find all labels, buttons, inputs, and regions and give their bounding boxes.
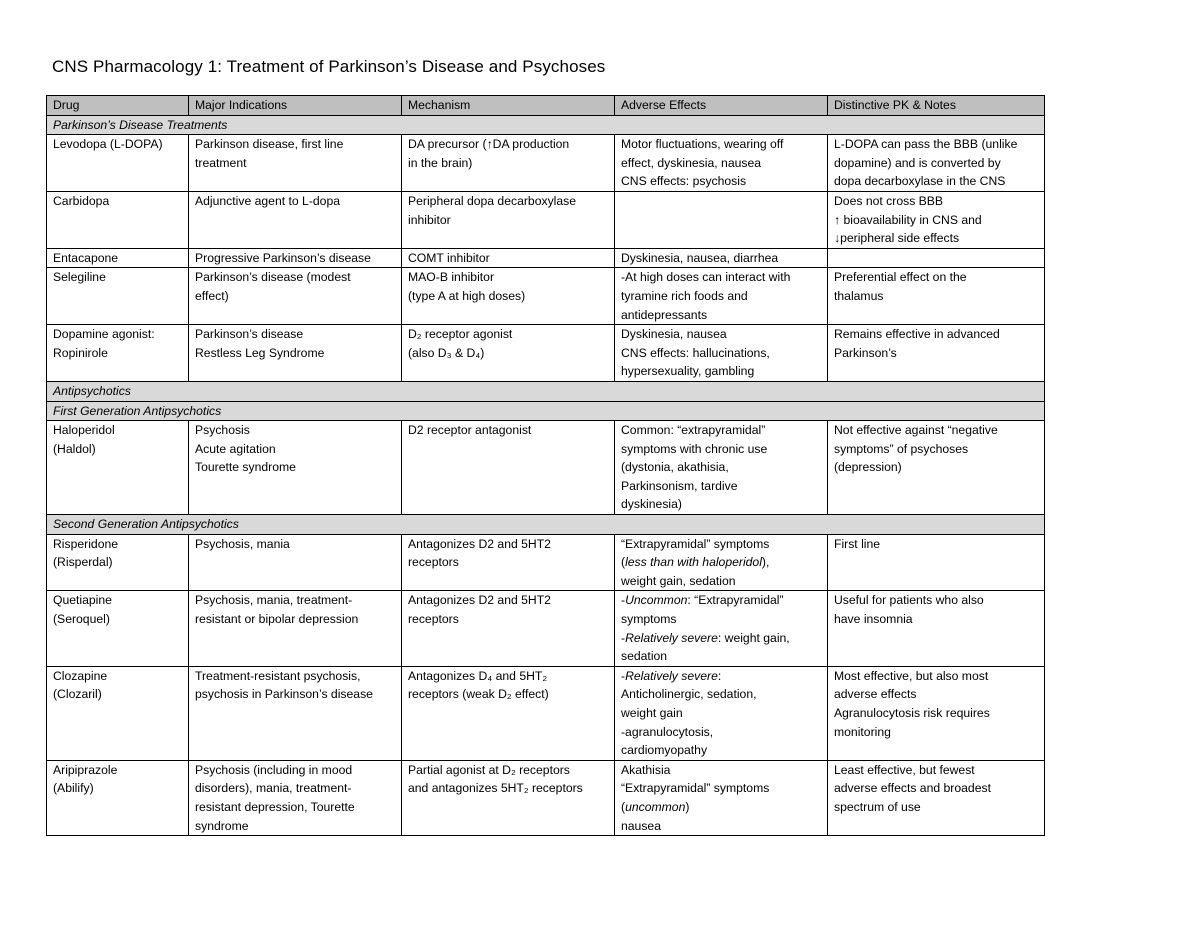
text-line: Remains effective in advanced <box>834 327 1000 342</box>
text-line: Psychosis <box>195 423 250 438</box>
text-line: Parkinsonism, tardive <box>621 478 738 493</box>
italic-text: Relatively severe <box>625 630 718 645</box>
notes-cell <box>828 325 1045 382</box>
text-line: Acute agitation <box>195 441 276 456</box>
indications-cell <box>189 268 402 325</box>
section-row-parkinsons <box>47 115 1045 135</box>
table-row <box>47 191 1045 248</box>
text-line: adverse effects and broadest <box>834 781 991 796</box>
text-line: -Uncommon: “Extrapyramidal” <box>621 593 784 608</box>
text-line: weight gain, sedation <box>621 573 736 588</box>
indications-cell <box>189 325 402 382</box>
text-line: and antagonizes 5HT₂ receptors <box>408 781 583 796</box>
section-row-first-gen <box>47 401 1045 421</box>
indications-cell <box>189 191 402 248</box>
text-line: Dyskinesia, nausea <box>621 327 727 342</box>
text-line: -agranulocytosis, <box>621 724 714 739</box>
text-line: symptoms with chronic use <box>621 441 768 456</box>
text-line: Parkinson disease, first line <box>195 137 344 152</box>
text-line: CNS effects: hallucinations, <box>621 345 770 360</box>
drug-cell <box>47 666 189 760</box>
indications-cell <box>189 666 402 760</box>
text-line: ↓peripheral side effects <box>834 231 960 246</box>
text-line: Dopamine agonist: <box>53 327 155 342</box>
text-line: tyramine rich foods and <box>621 288 748 303</box>
table-row <box>47 760 1045 835</box>
text-line: Risperidone <box>53 536 119 551</box>
indications-cell <box>189 760 402 835</box>
section-label: Antipsychotics <box>47 381 1045 401</box>
text-line: nausea <box>621 818 661 833</box>
notes-cell <box>828 421 1045 515</box>
text-line: thalamus <box>834 288 884 303</box>
text-line: Haloperidol <box>53 423 115 438</box>
adverse-cell <box>615 325 828 382</box>
text-line: Psychosis (including in mood <box>195 762 353 777</box>
drug-cell <box>47 135 189 192</box>
text-line: Parkinson’s disease (modest <box>195 270 351 285</box>
text-line: Tourette syndrome <box>195 460 296 475</box>
text-line: -Relatively severe: weight gain, <box>621 630 790 645</box>
pharmacology-table <box>46 95 1045 836</box>
text-line: weight gain <box>621 706 683 720</box>
text-line: Does not cross BBB <box>834 193 944 208</box>
text-line: antidepressants <box>621 307 708 322</box>
text-line: in the brain) <box>408 155 473 170</box>
text-line: receptors (weak D₂ effect) <box>408 687 549 702</box>
table-row <box>47 135 1045 192</box>
text-line: Restless Leg Syndrome <box>195 345 325 360</box>
text-line: First line <box>834 536 881 551</box>
text-line: D₂ receptor agonist <box>408 327 513 342</box>
text-line: (less than with haloperidol), <box>621 555 770 570</box>
document-title: CNS Pharmacology 1: Treatment of Parkinson’s Disease and Psychoses <box>52 57 606 76</box>
text-line: Selegiline <box>53 270 106 285</box>
adverse-cell <box>615 268 828 325</box>
drug-cell <box>47 421 189 515</box>
text-line: Progressive Parkinson’s disease <box>195 250 371 265</box>
text-line: Entacapone <box>53 250 119 265</box>
text-line: (Seroquel) <box>53 612 110 627</box>
text-line: -At high doses can interact with <box>621 270 791 285</box>
text-line: Not effective against “negative <box>834 423 998 438</box>
table-row <box>47 591 1045 666</box>
text-line: Most effective, but also most <box>834 668 989 683</box>
text-line: Clozapine <box>53 668 108 683</box>
mechanism-cell <box>402 135 615 192</box>
adverse-cell <box>615 191 828 248</box>
text-line: (Clozaril) <box>53 687 102 702</box>
text-line: CNS effects: psychosis <box>621 174 747 189</box>
text-line: Anticholinergic, sedation, <box>621 687 757 702</box>
italic-text: Relatively severe <box>625 668 718 683</box>
indications-cell <box>189 248 402 268</box>
drug-cell <box>47 591 189 666</box>
text-line: resistant depression, Tourette <box>195 799 355 814</box>
text-line: DA precursor (↑DA production <box>408 137 570 152</box>
text-line: (depression) <box>834 460 902 475</box>
text-line: Dyskinesia, nausea, diarrhea <box>621 250 779 265</box>
adverse-cell <box>615 135 828 192</box>
adverse-cell <box>615 591 828 666</box>
text-line: Ropinirole <box>53 345 108 360</box>
text-line: (Risperdal) <box>53 555 113 570</box>
italic-text: Uncommon <box>625 593 688 608</box>
mechanism-cell <box>402 248 615 268</box>
text-line: dyskinesia) <box>621 497 682 512</box>
text-line: Levodopa (L-DOPA) <box>53 137 163 152</box>
section-row-second-gen <box>47 515 1045 535</box>
text-line: Least effective, but fewest <box>834 762 975 777</box>
mechanism-cell <box>402 760 615 835</box>
text-line: Antagonizes D₄ and 5HT₂ <box>408 668 548 683</box>
section-label: Parkinson’s Disease Treatments <box>47 115 1045 135</box>
drug-cell <box>47 534 189 591</box>
text-fragment: : “Extrapyramidal” <box>687 593 784 608</box>
notes-cell <box>828 534 1045 591</box>
table-row <box>47 268 1045 325</box>
text-line: monitoring <box>834 724 891 739</box>
text-line: disorders), mania, treatment- <box>195 781 352 796</box>
text-line: inhibitor <box>408 212 451 227</box>
text-line: -Relatively severe: <box>621 668 722 683</box>
text-line: Quetiapine <box>53 593 112 608</box>
drug-cell <box>47 268 189 325</box>
drug-cell <box>47 191 189 248</box>
text-line: effect) <box>195 288 229 303</box>
text-line: (dystonia, akathisia, <box>621 460 729 475</box>
notes-cell <box>828 760 1045 835</box>
mechanism-cell <box>402 191 615 248</box>
text-line: receptors <box>408 612 459 627</box>
text-line: dopa decarboxylase in the CNS <box>834 174 1006 189</box>
text-line: Akathisia <box>621 762 671 777</box>
text-line: Parkinson’s <box>834 345 897 360</box>
text-line: resistant or bipolar depression <box>195 612 359 627</box>
mechanism-cell <box>402 591 615 666</box>
text-line: symptoms” of psychoses <box>834 441 969 456</box>
notes-cell <box>828 666 1045 760</box>
notes-cell <box>828 248 1045 268</box>
adverse-lines <box>621 685 823 759</box>
drug-cell <box>47 248 189 268</box>
text-line: Motor fluctuations, wearing off <box>621 137 784 152</box>
italic-text: less than with haloperidol <box>625 555 762 570</box>
text-line: Psychosis, mania, treatment- <box>195 593 353 608</box>
text-line: Partial agonist at D₂ receptors <box>408 762 570 777</box>
adverse-cell <box>615 666 828 760</box>
italic-text: uncommon <box>625 799 686 814</box>
table-row <box>47 534 1045 591</box>
mechanism-cell <box>402 534 615 591</box>
text-line: hypersexuality, gambling <box>621 364 755 379</box>
text-line: Carbidopa <box>53 193 110 208</box>
indications-cell <box>189 591 402 666</box>
text-line: sedation <box>621 649 668 664</box>
text-line: (type A at high doses) <box>408 288 526 303</box>
col-header-drug: Drug <box>47 96 189 116</box>
text-line: (also D₃ & D₄) <box>408 345 485 360</box>
text-line: psychosis in Parkinson’s disease <box>195 687 373 702</box>
text-line: Common: “extrapyramidal” <box>621 423 766 438</box>
text-line: “Extrapyramidal” symptoms <box>621 781 770 796</box>
text-line: Useful for patients who also <box>834 593 984 608</box>
text-line: syndrome <box>195 818 249 833</box>
text-line: Antagonizes D2 and 5HT2 <box>408 536 551 551</box>
mechanism-cell <box>402 666 615 760</box>
text-line: D2 receptor antagonist <box>408 423 532 438</box>
text-line: symptoms <box>621 612 677 627</box>
text-line: “Extrapyramidal” symptoms <box>621 536 770 551</box>
text-line: ↑ bioavailability in CNS and <box>834 212 982 227</box>
text-line: Parkinson’s disease <box>195 327 304 342</box>
drug-cell <box>47 760 189 835</box>
text-line: dopamine) and is converted by <box>834 155 1001 170</box>
text-line: Peripheral dopa decarboxylase <box>408 193 577 208</box>
mechanism-cell <box>402 421 615 515</box>
header-row <box>47 96 1045 116</box>
section-label: Second Generation Antipsychotics <box>47 515 1045 535</box>
text-line: Antagonizes D2 and 5HT2 <box>408 593 551 608</box>
mechanism-cell <box>402 268 615 325</box>
notes-cell <box>828 268 1045 325</box>
text-line: (uncommon) <box>621 799 690 814</box>
table-row <box>47 248 1045 268</box>
text-line: effect, dyskinesia, nausea <box>621 155 762 170</box>
text-line: Psychosis, mania <box>195 536 290 551</box>
drug-cell <box>47 325 189 382</box>
text-line: Treatment-resistant psychosis, <box>195 668 361 683</box>
section-row-antipsychotics <box>47 381 1045 401</box>
adverse-cell <box>615 248 828 268</box>
notes-cell <box>828 135 1045 192</box>
text-line: Adjunctive agent to L-dopa <box>195 193 341 208</box>
col-header-notes: Distinctive PK & Notes <box>828 96 1045 116</box>
text-line: cardiomyopathy <box>621 743 708 758</box>
text-line: Agranulocytosis risk requires <box>834 706 990 720</box>
notes-cell <box>828 191 1045 248</box>
text-line: (Haldol) <box>53 441 96 456</box>
adverse-cell <box>615 421 828 515</box>
adverse-cell <box>615 534 828 591</box>
indications-cell <box>189 421 402 515</box>
mechanism-cell <box>402 325 615 382</box>
text-line: COMT inhibitor <box>408 250 490 265</box>
text-line: have insomnia <box>834 612 913 627</box>
text-line: Aripiprazole <box>53 762 118 777</box>
text-line: Preferential effect on the <box>834 270 967 285</box>
notes-cell <box>828 591 1045 666</box>
section-label: First Generation Antipsychotics <box>47 401 1045 421</box>
adverse-cell <box>615 760 828 835</box>
text-line: receptors <box>408 555 459 570</box>
text-line: treatment <box>195 155 247 170</box>
col-header-indications: Major Indications <box>189 96 402 116</box>
text-line: L-DOPA can pass the BBB (unlike <box>834 137 1018 152</box>
text-line: adverse effects <box>834 687 917 702</box>
text-line: (Abilify) <box>53 781 94 796</box>
table-row <box>47 666 1045 760</box>
indications-cell <box>189 534 402 591</box>
table-row <box>47 421 1045 515</box>
col-header-mechanism: Mechanism <box>402 96 615 116</box>
text-line: MAO-B inhibitor <box>408 270 495 285</box>
text-fragment: : weight gain, <box>717 630 790 645</box>
indications-cell <box>189 135 402 192</box>
text-line: spectrum of use <box>834 799 921 814</box>
col-header-adverse-effects: Adverse Effects <box>615 96 828 116</box>
table-row <box>47 325 1045 382</box>
